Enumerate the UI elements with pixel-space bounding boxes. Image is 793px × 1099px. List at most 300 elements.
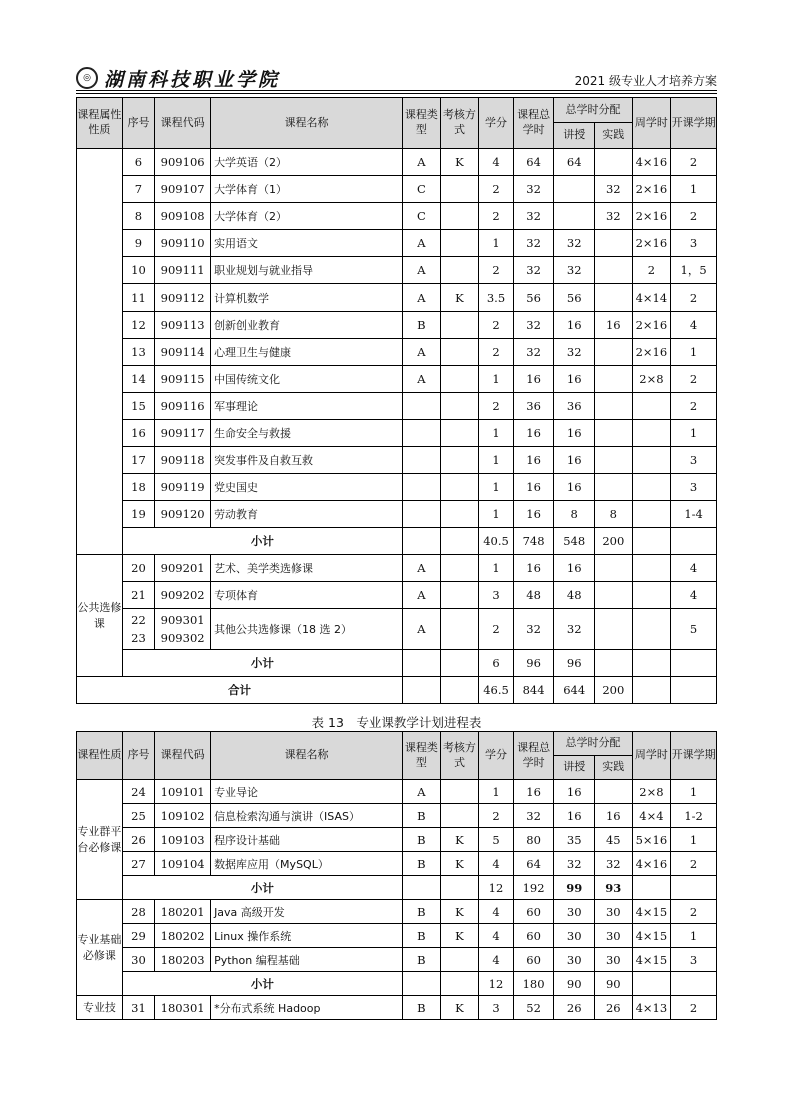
cell-practice bbox=[595, 284, 633, 311]
cell-credit: 1 bbox=[479, 780, 514, 804]
cell-credit: 1 bbox=[479, 555, 514, 582]
cell-lecture: 36 bbox=[554, 392, 595, 419]
cell-code: 909113 bbox=[155, 311, 211, 338]
subtotal-lecture: 99 bbox=[554, 876, 595, 900]
cell-term: 4 bbox=[671, 311, 717, 338]
cell-lecture: 16 bbox=[554, 311, 595, 338]
cell-term bbox=[671, 528, 717, 555]
cell-total: 32 bbox=[513, 176, 554, 203]
cell-exam bbox=[440, 338, 479, 365]
cell-practice bbox=[595, 447, 633, 474]
cell-credit: 1 bbox=[479, 230, 514, 257]
cell-name: 专业导论 bbox=[211, 780, 403, 804]
cell-seq: 6 bbox=[122, 149, 155, 176]
cell-total: 64 bbox=[513, 852, 554, 876]
subtotal-credit: 12 bbox=[479, 876, 514, 900]
school-seal-icon: ◎ bbox=[76, 67, 98, 89]
cell-type: A bbox=[403, 149, 441, 176]
cell-seq: 29 bbox=[122, 924, 155, 948]
cell-week bbox=[632, 528, 671, 555]
cell-week bbox=[632, 609, 671, 650]
cell-type bbox=[403, 501, 441, 528]
col-seq: 序号 bbox=[122, 732, 155, 780]
cell-lecture: 56 bbox=[554, 284, 595, 311]
cell-term bbox=[671, 972, 717, 996]
cell-credit: 3.5 bbox=[479, 284, 514, 311]
table-row bbox=[77, 230, 717, 257]
subtotal-practice: 93 bbox=[595, 876, 633, 900]
cell-credit: 1 bbox=[479, 474, 514, 501]
cell-exam bbox=[440, 257, 479, 284]
cell-term: 4 bbox=[671, 582, 717, 609]
cell-exam: K bbox=[440, 996, 479, 1020]
cell-term: 2 bbox=[671, 365, 717, 392]
cell-seq: 27 bbox=[122, 852, 155, 876]
cell-practice bbox=[595, 555, 633, 582]
col-exam: 考核方式 bbox=[440, 732, 479, 780]
cell-seq: 10 bbox=[122, 257, 155, 284]
cell-code: 909201 bbox=[155, 555, 211, 582]
cell-type bbox=[403, 677, 441, 704]
cell-credit: 2 bbox=[479, 203, 514, 230]
cell-term: 1 bbox=[671, 780, 717, 804]
cell-code: 909114 bbox=[155, 338, 211, 365]
cell-total: 16 bbox=[513, 555, 554, 582]
cell-week: 2×16 bbox=[632, 176, 671, 203]
cell-practice bbox=[595, 474, 633, 501]
cell-exam bbox=[440, 230, 479, 257]
cell-term: 3 bbox=[671, 447, 717, 474]
cell-seq: 9 bbox=[122, 230, 155, 257]
cell-week: 4×15 bbox=[632, 948, 671, 972]
cell-total: 64 bbox=[513, 149, 554, 176]
cell-type bbox=[403, 972, 441, 996]
group-cell-foundation-required: 专业基础必修课 bbox=[77, 900, 123, 996]
cell-lecture: 16 bbox=[554, 555, 595, 582]
cell-credit: 2 bbox=[479, 804, 514, 828]
cell-type: A bbox=[403, 582, 441, 609]
cell-term: 1 bbox=[671, 828, 717, 852]
header-rule-2 bbox=[76, 93, 717, 94]
total-total: 844 bbox=[513, 677, 554, 704]
cell-practice bbox=[595, 419, 633, 446]
cell-practice: 30 bbox=[595, 900, 633, 924]
col-code: 课程代码 bbox=[155, 732, 211, 780]
cell-code: 180203 bbox=[155, 948, 211, 972]
cell-exam bbox=[440, 176, 479, 203]
cell-name: 大学英语（2） bbox=[211, 149, 403, 176]
cell-credit: 4 bbox=[479, 924, 514, 948]
cell-lecture: 30 bbox=[554, 900, 595, 924]
cell-code: 109101 bbox=[155, 780, 211, 804]
cell-name: 中国传统文化 bbox=[211, 365, 403, 392]
cell-total: 16 bbox=[513, 447, 554, 474]
subtotal-lecture: 90 bbox=[554, 972, 595, 996]
table-row bbox=[77, 996, 717, 1020]
cell-term: 1-2 bbox=[671, 804, 717, 828]
cell-credit: 2 bbox=[479, 392, 514, 419]
cell-credit: 4 bbox=[479, 900, 514, 924]
cell-exam bbox=[440, 948, 479, 972]
cell-code: 909117 bbox=[155, 419, 211, 446]
cell-total: 32 bbox=[513, 338, 554, 365]
cell-type: A bbox=[403, 230, 441, 257]
public-course-table bbox=[76, 97, 717, 704]
table-row bbox=[77, 447, 717, 474]
total-credit: 46.5 bbox=[479, 677, 514, 704]
cell-code: 909115 bbox=[155, 365, 211, 392]
subtotal-row bbox=[77, 972, 717, 996]
cell-week bbox=[632, 474, 671, 501]
cell-lecture: 35 bbox=[554, 828, 595, 852]
cell-lecture: 32 bbox=[554, 338, 595, 365]
cell-credit: 1 bbox=[479, 419, 514, 446]
col-credit: 学分 bbox=[479, 732, 514, 780]
cell-code: 909119 bbox=[155, 474, 211, 501]
cell-total: 60 bbox=[513, 948, 554, 972]
cell-term bbox=[671, 876, 717, 900]
cell-week bbox=[632, 582, 671, 609]
cell-term: 3 bbox=[671, 948, 717, 972]
cell-week: 4×13 bbox=[632, 996, 671, 1020]
cell-exam bbox=[440, 780, 479, 804]
cell-code: 909111 bbox=[155, 257, 211, 284]
cell-practice bbox=[595, 392, 633, 419]
cell-type: A bbox=[403, 609, 441, 650]
cell-code: 909110 bbox=[155, 230, 211, 257]
subtotal-practice bbox=[595, 650, 633, 677]
col-attr: 课程性质 bbox=[77, 732, 123, 780]
cell-credit: 1 bbox=[479, 501, 514, 528]
cell-lecture: 64 bbox=[554, 149, 595, 176]
cell-code: 180202 bbox=[155, 924, 211, 948]
cell-name: Java 高级开发 bbox=[211, 900, 403, 924]
cell-week: 4×15 bbox=[632, 900, 671, 924]
cell-type: A bbox=[403, 284, 441, 311]
cell-seq: 20 bbox=[122, 555, 155, 582]
cell-seq: 28 bbox=[122, 900, 155, 924]
group-cell-public-elective: 公共选修课 bbox=[77, 555, 123, 677]
cell-credit: 2 bbox=[479, 609, 514, 650]
cell-term: 2 bbox=[671, 149, 717, 176]
cell-seq: 16 bbox=[122, 419, 155, 446]
cell-lecture bbox=[554, 203, 595, 230]
cell-credit: 3 bbox=[479, 582, 514, 609]
cell-week: 2×8 bbox=[632, 365, 671, 392]
col-total: 课程总学时 bbox=[513, 732, 554, 780]
table-row bbox=[77, 311, 717, 338]
col-exam: 考核方式 bbox=[440, 98, 479, 149]
col-code: 课程代码 bbox=[155, 98, 211, 149]
cell-lecture: 32 bbox=[554, 257, 595, 284]
cell-credit: 4 bbox=[479, 149, 514, 176]
code-909302: 909302 bbox=[160, 631, 205, 646]
cell-week bbox=[632, 501, 671, 528]
cell-practice bbox=[595, 365, 633, 392]
cell-name: 军事理论 bbox=[211, 392, 403, 419]
cell-type: A bbox=[403, 780, 441, 804]
cell-name: *分布式系统 Hadoop bbox=[211, 996, 403, 1020]
cell-type: B bbox=[403, 900, 441, 924]
cell-week bbox=[632, 876, 671, 900]
cell-credit: 3 bbox=[479, 996, 514, 1020]
code-909301: 909301 bbox=[160, 612, 205, 627]
cell-total: 16 bbox=[513, 780, 554, 804]
cell-name: 大学体育（2） bbox=[211, 203, 403, 230]
cell-lecture: 16 bbox=[554, 365, 595, 392]
total-lecture: 644 bbox=[554, 677, 595, 704]
cell-code: 109103 bbox=[155, 828, 211, 852]
cell-exam bbox=[440, 582, 479, 609]
cell-exam bbox=[440, 972, 479, 996]
cell-week bbox=[632, 555, 671, 582]
cell-name: Linux 操作系统 bbox=[211, 924, 403, 948]
cell-type: B bbox=[403, 948, 441, 972]
col-term: 开课学期 bbox=[671, 98, 717, 149]
cell-type: B bbox=[403, 996, 441, 1020]
cell-credit: 1 bbox=[479, 365, 514, 392]
cell-code: 909106 bbox=[155, 149, 211, 176]
cell-term: 2 bbox=[671, 900, 717, 924]
cell-week: 2×16 bbox=[632, 230, 671, 257]
cell-total: 56 bbox=[513, 284, 554, 311]
table-row bbox=[77, 948, 717, 972]
cell-practice: 30 bbox=[595, 924, 633, 948]
cell-practice bbox=[595, 257, 633, 284]
cell-total: 32 bbox=[513, 230, 554, 257]
cell-term: 5 bbox=[671, 609, 717, 650]
cell-code: 909120 bbox=[155, 501, 211, 528]
cell-practice: 8 bbox=[595, 501, 633, 528]
cell-practice bbox=[595, 230, 633, 257]
col-week: 周学时 bbox=[632, 732, 671, 780]
cell-seq: 21 bbox=[122, 582, 155, 609]
cell-total: 32 bbox=[513, 804, 554, 828]
cell-lecture: 30 bbox=[554, 948, 595, 972]
col-credit: 学分 bbox=[479, 98, 514, 149]
table-row bbox=[77, 392, 717, 419]
cell-practice: 32 bbox=[595, 203, 633, 230]
cell-week bbox=[632, 677, 671, 704]
cell-exam: K bbox=[440, 149, 479, 176]
table-row bbox=[77, 780, 717, 804]
cell-seq: 15 bbox=[122, 392, 155, 419]
major-course-table bbox=[76, 731, 717, 1020]
cell-week: 5×16 bbox=[632, 828, 671, 852]
table-row bbox=[77, 203, 717, 230]
table-row bbox=[77, 900, 717, 924]
cell-lecture: 16 bbox=[554, 780, 595, 804]
cell-week: 4×16 bbox=[632, 852, 671, 876]
cell-name: 心理卫生与健康 bbox=[211, 338, 403, 365]
cell-week: 2 bbox=[632, 257, 671, 284]
cell-practice: 16 bbox=[595, 311, 633, 338]
header-rule bbox=[76, 90, 717, 91]
cell-code: 909116 bbox=[155, 392, 211, 419]
cell-term: 1-4 bbox=[671, 501, 717, 528]
cell-seq: 25 bbox=[122, 804, 155, 828]
cell-total: 36 bbox=[513, 392, 554, 419]
total-practice: 200 bbox=[595, 677, 633, 704]
cell-name: 数据库应用（MySQL） bbox=[211, 852, 403, 876]
cell-name: 艺术、美学类选修课 bbox=[211, 555, 403, 582]
cell-lecture: 48 bbox=[554, 582, 595, 609]
cell-credit: 2 bbox=[479, 176, 514, 203]
cell-practice bbox=[595, 338, 633, 365]
table-row bbox=[77, 338, 717, 365]
cell-seq: 14 bbox=[122, 365, 155, 392]
cell-lecture: 26 bbox=[554, 996, 595, 1020]
cell-name: 其他公共选修课（18 选 2） bbox=[211, 609, 403, 650]
cell-total: 16 bbox=[513, 419, 554, 446]
subtotal-total: 748 bbox=[513, 528, 554, 555]
cell-exam: K bbox=[440, 828, 479, 852]
cell-week: 4×14 bbox=[632, 284, 671, 311]
col-attr: 课程属性性质 bbox=[77, 98, 123, 149]
total-label: 合计 bbox=[77, 677, 403, 704]
cell-exam bbox=[440, 804, 479, 828]
cell-total: 32 bbox=[513, 609, 554, 650]
cell-exam bbox=[440, 365, 479, 392]
cell-seq: 12 bbox=[122, 311, 155, 338]
cell-practice: 16 bbox=[595, 804, 633, 828]
cell-credit: 1 bbox=[479, 447, 514, 474]
cell-term: 1 bbox=[671, 176, 717, 203]
col-lecture: 讲授 bbox=[554, 123, 595, 149]
cell-lecture: 32 bbox=[554, 852, 595, 876]
table-caption: 表 13 专业课教学计划进程表 bbox=[311, 715, 482, 730]
cell-week: 4×4 bbox=[632, 804, 671, 828]
cell-type bbox=[403, 447, 441, 474]
cell-type bbox=[403, 419, 441, 446]
cell-practice: 26 bbox=[595, 996, 633, 1020]
subtotal-row bbox=[77, 876, 717, 900]
cell-type: B bbox=[403, 804, 441, 828]
cell-seq: 7 bbox=[122, 176, 155, 203]
cell-total: 16 bbox=[513, 474, 554, 501]
table-row bbox=[77, 852, 717, 876]
cell-week: 4×16 bbox=[632, 149, 671, 176]
group-cell-platform-required: 专业群平台必修课 bbox=[77, 780, 123, 900]
table-row bbox=[77, 284, 717, 311]
cell-practice: 32 bbox=[595, 176, 633, 203]
cell-week bbox=[632, 972, 671, 996]
group-cell-public-required bbox=[77, 149, 123, 555]
cell-name: 创新创业教育 bbox=[211, 311, 403, 338]
col-lecture: 讲授 bbox=[554, 756, 595, 780]
cell-code: 909118 bbox=[155, 447, 211, 474]
page-header bbox=[76, 62, 717, 92]
school-name: 湖南科技职业学院 bbox=[104, 68, 281, 91]
cell-total: 32 bbox=[513, 257, 554, 284]
cell-type bbox=[403, 650, 441, 677]
cell-exam: K bbox=[440, 284, 479, 311]
cell-exam bbox=[440, 876, 479, 900]
cell-exam bbox=[440, 528, 479, 555]
cell-week bbox=[632, 650, 671, 677]
subtotal-credit: 40.5 bbox=[479, 528, 514, 555]
cell-lecture: 32 bbox=[554, 230, 595, 257]
cell-name: 实用语文 bbox=[211, 230, 403, 257]
cell-name: 职业规划与就业指导 bbox=[211, 257, 403, 284]
col-name: 课程名称 bbox=[211, 98, 403, 149]
cell-seq: 26 bbox=[122, 828, 155, 852]
subtotal-practice: 200 bbox=[595, 528, 633, 555]
cell-lecture: 16 bbox=[554, 804, 595, 828]
cell-name: 信息检索沟通与演讲（ISAS） bbox=[211, 804, 403, 828]
subtotal-row bbox=[77, 650, 717, 677]
seq-23: 23 bbox=[131, 631, 146, 646]
cell-total: 16 bbox=[513, 501, 554, 528]
table-row bbox=[77, 257, 717, 284]
cell-week: 2×16 bbox=[632, 203, 671, 230]
cell-week bbox=[632, 392, 671, 419]
cell-exam: K bbox=[440, 924, 479, 948]
cell-name: 突发事件及自救互救 bbox=[211, 447, 403, 474]
table-row bbox=[77, 804, 717, 828]
school-logo bbox=[76, 66, 280, 90]
cell-total: 80 bbox=[513, 828, 554, 852]
cell-term: 1 bbox=[671, 924, 717, 948]
subtotal-total: 180 bbox=[513, 972, 554, 996]
cell-term: 1 bbox=[671, 338, 717, 365]
cell-seq: 24 bbox=[122, 780, 155, 804]
cell-credit: 2 bbox=[479, 311, 514, 338]
col-type: 课程类型 bbox=[403, 98, 441, 149]
subtotal-lecture: 548 bbox=[554, 528, 595, 555]
cell-term: 3 bbox=[671, 474, 717, 501]
col-dist: 总学时分配 bbox=[554, 732, 632, 756]
col-total: 课程总学时 bbox=[513, 98, 554, 149]
cell-lecture: 32 bbox=[554, 609, 595, 650]
cell-practice: 32 bbox=[595, 852, 633, 876]
cell-total: 32 bbox=[513, 311, 554, 338]
cell-week bbox=[632, 419, 671, 446]
subtotal-total: 96 bbox=[513, 650, 554, 677]
cell-code: 180201 bbox=[155, 900, 211, 924]
cell-name: 劳动教育 bbox=[211, 501, 403, 528]
col-dist: 总学时分配 bbox=[554, 98, 632, 123]
cell-total: 32 bbox=[513, 203, 554, 230]
col-practice: 实践 bbox=[595, 756, 633, 780]
col-type: 课程类型 bbox=[403, 732, 441, 780]
cell-code: 909202 bbox=[155, 582, 211, 609]
cell-type: A bbox=[403, 257, 441, 284]
cell-term bbox=[671, 677, 717, 704]
table-row bbox=[77, 609, 717, 650]
cell-exam bbox=[440, 203, 479, 230]
cell-practice bbox=[595, 582, 633, 609]
cell-type bbox=[403, 528, 441, 555]
cell-type: B bbox=[403, 924, 441, 948]
cell-code: 909112 bbox=[155, 284, 211, 311]
cell-term: 4 bbox=[671, 555, 717, 582]
cell-type: C bbox=[403, 176, 441, 203]
table-row bbox=[77, 555, 717, 582]
cell-seq: 19 bbox=[122, 501, 155, 528]
cell-name: 计算机数学 bbox=[211, 284, 403, 311]
col-seq: 序号 bbox=[122, 98, 155, 149]
cell-seq: 31 bbox=[122, 996, 155, 1020]
cell-exam bbox=[440, 311, 479, 338]
cell-type bbox=[403, 392, 441, 419]
cell-type: B bbox=[403, 852, 441, 876]
cell-practice: 45 bbox=[595, 828, 633, 852]
group-cell-major-skill: 专业技 bbox=[77, 996, 123, 1020]
cell-type: B bbox=[403, 828, 441, 852]
col-name: 课程名称 bbox=[211, 732, 403, 780]
cell-exam: K bbox=[440, 900, 479, 924]
